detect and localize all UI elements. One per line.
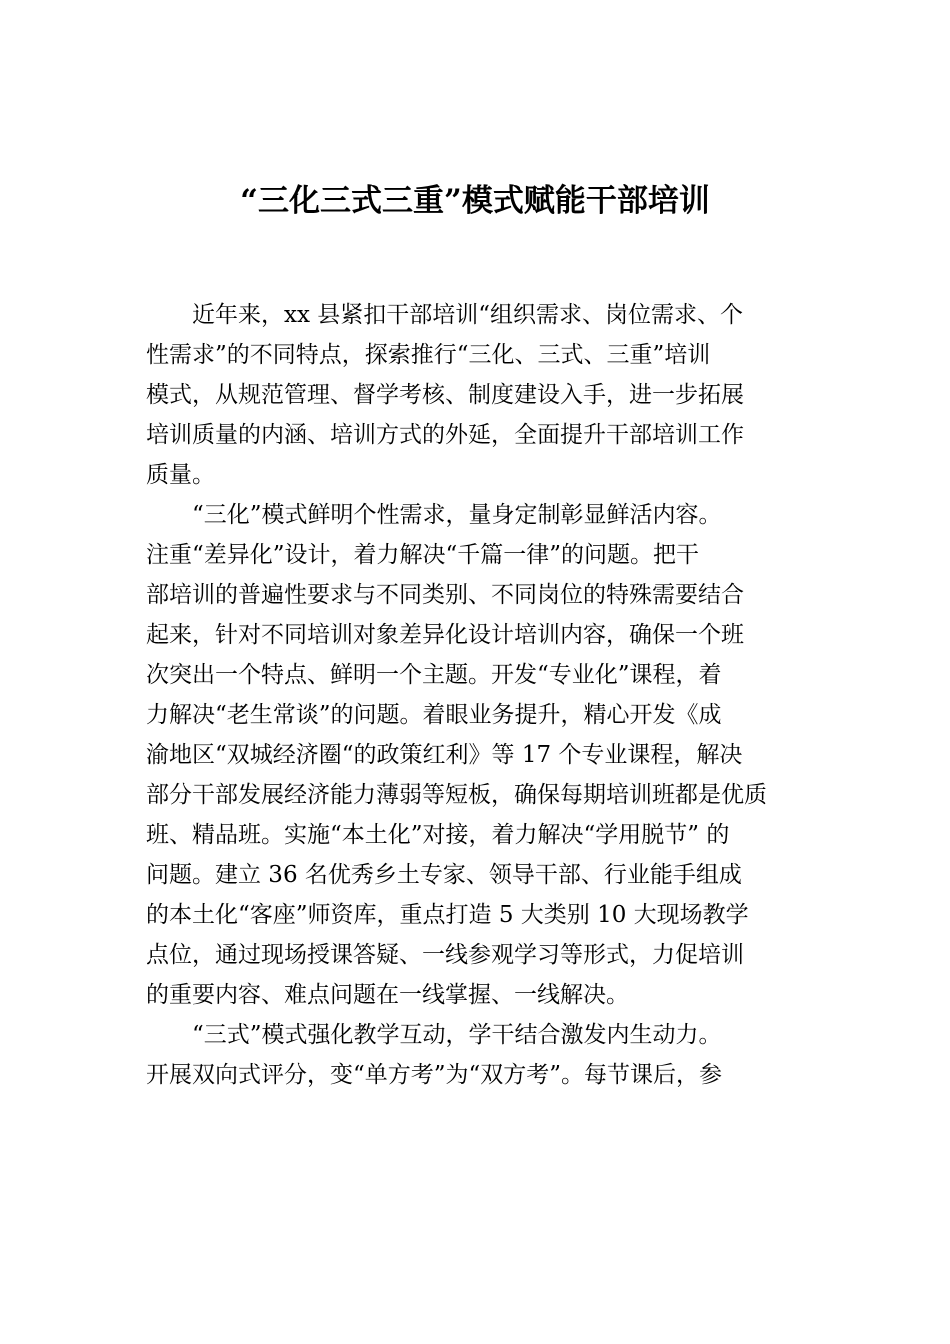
body-line: 培训质量的内涵、培训方式的外延，全面提升干部培训工作 <box>146 422 744 448</box>
body-line: “三化”模式鲜明个性需求，量身定制彰显鲜活内容。 <box>146 502 722 528</box>
body-line: 部分干部发展经济能力薄弱等短板，确保每期培训班都是优质 <box>146 782 767 808</box>
body-line: 开展双向式评分，变“单方考”为“双方考”。每节课后，参 <box>146 1062 723 1088</box>
body-line: 的重要内容、难点问题在一线掌握、一线解决。 <box>146 982 629 1008</box>
body-line: “三式”模式强化教学互动，学干结合激发内生动力。 <box>146 1022 722 1048</box>
body-line: 次突出一个特点、鲜明一个主题。开发“专业化”课程，着 <box>146 662 722 688</box>
body-line: 问题。建立 36 名优秀乡土专家、领导干部、行业能手组成 <box>146 862 742 888</box>
body-line: 班、精品班。实施“本土化”对接，着力解决“学用脱节” 的 <box>146 822 730 848</box>
body-line: 近年来，xx 县紧扣干部培训“组织需求、岗位需求、个 <box>146 302 744 328</box>
body-line: 模式，从规范管理、督学考核、制度建设入手，进一步拓展 <box>146 382 744 408</box>
body-line: 起来，针对不同培训对象差异化设计培训内容，确保一个班 <box>146 622 744 648</box>
body-line: 渝地区“双城经济圈“的政策红利》等 17 个专业课程，解决 <box>146 742 743 768</box>
body-line: 点位，通过现场授课答疑、一线参观学习等形式，力促培训 <box>146 942 744 968</box>
body-line: 注重“差异化”设计，着力解决“千篇一律”的问题。把干 <box>146 542 700 568</box>
body-line: 质量。 <box>146 462 215 488</box>
body-line: 力解决“老生常谈”的问题。着眼业务提升，精心开发《成 <box>146 702 722 728</box>
document-title: “三化三式三重”模式赋能干部培训 <box>240 183 710 219</box>
body-line: 部培训的普遍性要求与不同类别、不同岗位的特殊需要结合 <box>146 582 744 608</box>
body-line: 性需求”的不同特点，探索推行“三化、三式、三重”培训 <box>146 342 711 368</box>
body-line: 的本土化“客座”师资库，重点打造 5 大类别 10 大现场教学 <box>146 902 749 928</box>
